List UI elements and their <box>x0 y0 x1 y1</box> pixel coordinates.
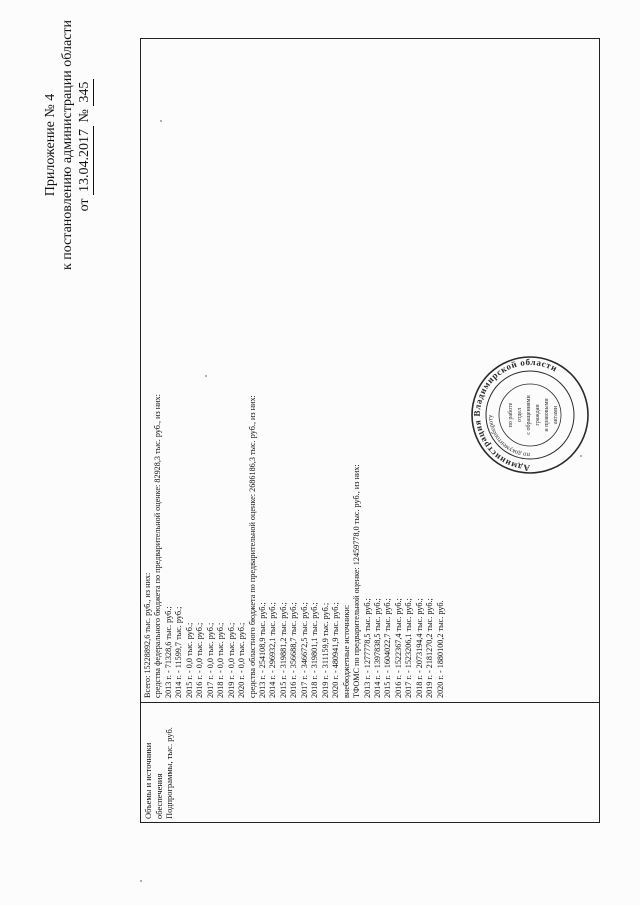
label-line: обеспечения <box>153 773 164 819</box>
official-stamp <box>470 355 590 475</box>
regional-year-line: 2019 г. - 311159,9 тыс. руб.; <box>320 602 330 698</box>
tfoms-heading: ТФОМС по предварительной оценке: 12459778,0 тыс. руб., из них: <box>352 464 362 698</box>
federal-year-line: 2019 г. - 0,0 тыс. руб.; <box>226 622 236 698</box>
regional-year-line: 2015 г. - 319881,2 тыс. руб.; <box>278 602 288 698</box>
tfoms-year-line: 2020 г. - 1880100,2 тыс. руб. <box>435 600 445 698</box>
federal-year-line: 2017 г. - 0,0 тыс. руб.; <box>205 622 215 698</box>
tfoms-year-line: 2013 г. - 1277778,5 тыс. руб.; <box>362 598 372 698</box>
appendix-header <box>42 5 94 285</box>
federal-year-line: 2013 г. - 71328,6 тыс. руб.; <box>163 606 173 698</box>
regional-budget-heading: средства областного бюджета по предварительной оценке: 2686186,3 тыс. руб., из них: <box>247 395 257 698</box>
tfoms-year-line: 2016 г. - 1522367,4 тыс. руб.; <box>393 598 403 698</box>
decree-date: 13.04.2017 <box>76 126 94 195</box>
stamp-center-line: с обращениями <box>526 395 532 435</box>
number-sign: № <box>77 109 92 123</box>
tfoms-year-line: 2018 г. - 2073194,4 тыс. руб.; <box>414 598 424 698</box>
federal-year-line: 2020 г. - 0,0 тыс. руб.; <box>237 622 247 698</box>
regional-year-line: 2013 г. - 254108,9 тыс. руб.; <box>257 602 267 698</box>
stamp-ring-text: Администрация Владимирской области <box>471 356 560 474</box>
tfoms-year-line: 2015 г. - 1604022,7 тыс. руб.; <box>383 598 393 698</box>
appendix-subtitle: к постановлению администрации области <box>60 19 75 271</box>
regional-year-line: 2018 г. - 319801,1 тыс. руб.; <box>310 602 320 698</box>
tfoms-year-line: 2014 г. - 1397838,5 тыс. руб.; <box>372 598 382 698</box>
regional-year-line: 2016 г. - 356688,7 тыс. руб.; <box>289 602 299 698</box>
stamp-center-line: по работе <box>508 402 514 428</box>
stamp-center-line: и правовыми <box>544 398 550 432</box>
label-line: Подпрограммы, тыс. руб. <box>164 727 174 819</box>
stamp-center-line: отдел <box>517 407 523 423</box>
federal-year-line: 2014 г. - 11599,7 тыс. руб.; <box>174 606 184 698</box>
regional-year-line: 2017 г. - 346672,5 тыс. руб.; <box>299 602 309 698</box>
decree-number: 345 <box>76 79 94 106</box>
stamp-center-line: актами <box>553 406 559 424</box>
date-prefix: от <box>77 198 92 212</box>
federal-budget-heading: средства федерального бюджета по предварительной оценке: 82928,3 тыс. руб., из них: <box>153 394 163 698</box>
appendix-title: Приложение № 4 <box>43 93 58 197</box>
total-line: Всего: 15228892,6 тыс. руб., из них: <box>143 572 152 698</box>
label-line: Объемы и источники <box>143 742 153 819</box>
federal-year-line: 2018 г. - 0,0 тыс. руб.; <box>216 622 226 698</box>
tfoms-year-line: 2017 г. - 1523206,1 тыс. руб.; <box>404 598 414 698</box>
tfoms-year-line: 2019 г. - 2181270,2 тыс. руб.; <box>425 598 435 698</box>
federal-year-line: 2016 г. - 0,0 тыс. руб.; <box>195 622 205 698</box>
table-label-cell <box>141 702 599 822</box>
stamp-inner-ring-text: по документообороту <box>486 414 531 459</box>
extrabudgetary-heading: внебюджетные источники: <box>341 604 351 698</box>
stamp-center-text <box>507 395 559 435</box>
regional-year-line: 2014 г. - 296932,1 тыс. руб.; <box>268 602 278 698</box>
federal-year-line: 2015 г. - 0,0 тыс. руб.; <box>184 622 194 698</box>
appendix-date-line <box>76 5 94 285</box>
stamp-center-line: граждан <box>535 404 541 426</box>
regional-year-line: 2020 г. - 480941,9 тыс. руб.; <box>331 602 341 698</box>
